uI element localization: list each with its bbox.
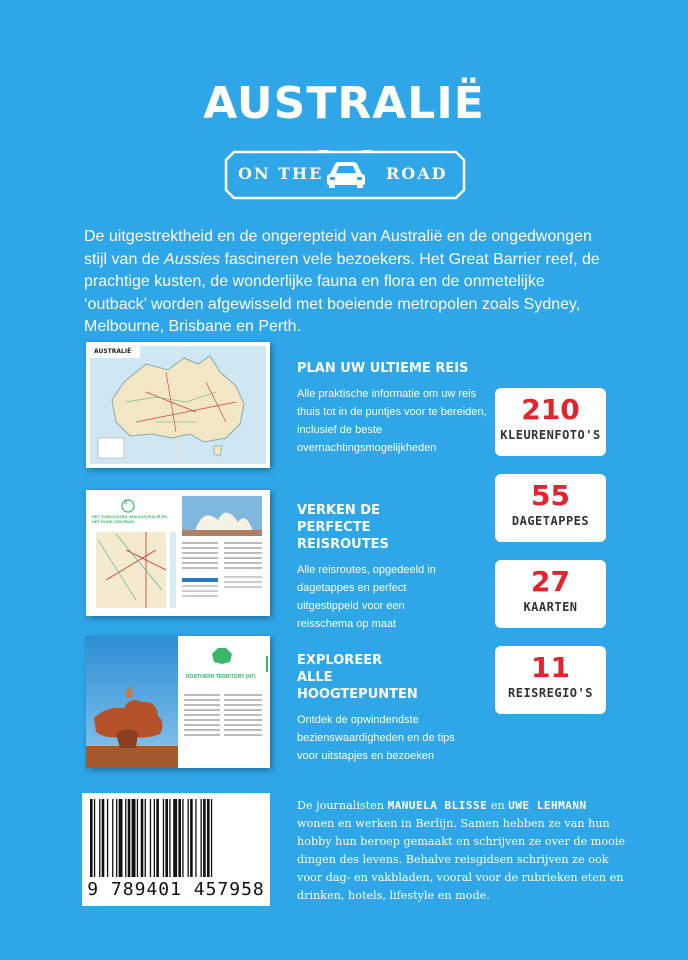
author-name-2: UWE LEHMANN <box>508 799 587 812</box>
feature-routes-text: Alle reisroutes, opgedeeld in dagetappes en perfect uitgestippeld voor een reisschema op maat <box>297 564 436 630</box>
feature-highlights <box>297 652 467 765</box>
stat-maps-value: 27 <box>531 565 570 598</box>
stat-regions-value: 11 <box>531 651 570 684</box>
book-title: AUSTRALIË <box>203 78 485 129</box>
feature-plan-title: PLAN UW ULTIEME REIS <box>297 361 469 376</box>
stat-regions <box>495 646 606 714</box>
intro-text-1: De uitgestrektheid en de ongerepteid van Australië en de ongedwongen stijl van de <box>84 228 592 268</box>
stat-photos <box>495 388 606 456</box>
intro-text-2: fascineren vele bezoekers. Het Great Barrier reef, de prachtige kusten, de wonderlijke fauna en flora en de onmetelijke ‘outback’ worden afgewisseld met boeiende metropolen zoals Sydney, Melbourne, Brisbane en Perth. <box>84 250 600 335</box>
feature-plan <box>297 360 487 457</box>
stat-stages <box>495 474 606 542</box>
on-the-road-badge <box>224 150 466 200</box>
badge-left-text: ON THE <box>238 164 324 183</box>
intro-emphasis: Aussies <box>164 250 221 268</box>
route-title: HET ZUIDOOSTEN VAN AUSTRALIË EN HET RODE CENTRUM <box>92 514 168 524</box>
feature-routes-title: VERKEN DE PERFECTE REISROUTES <box>297 503 389 552</box>
car-icon <box>324 158 368 193</box>
isbn-barcode <box>82 793 270 906</box>
region-title: NORTHERN TERRITORY (NT) <box>186 674 256 680</box>
badge-right-text: ROAD <box>386 164 448 183</box>
author-bio <box>297 797 627 905</box>
feature-highlights-title: EXPLOREER ALLE HOOGTEPUNTEN <box>297 653 418 702</box>
region-spread-image <box>86 636 270 768</box>
stat-maps <box>495 560 606 628</box>
map-spread-image <box>86 342 270 468</box>
stat-stages-value: 55 <box>531 479 570 512</box>
intro-paragraph <box>84 226 604 339</box>
route-number: 3 <box>124 500 128 506</box>
author-name-1: MANUELA BLISSE <box>387 799 488 812</box>
barcode-bars <box>88 799 264 877</box>
author-text-post: wonen en werken in Berlijn. Samen hebben ze van hun hobby hun beroep gemaakt en schrijven ze over de mooie dingen des levens. Behalve reisgidsen schrijven ze ook voor dag- en vakbladen, vooral voor de rubrieken eten en drinken, hotels, lifestyle en mode. <box>297 817 626 902</box>
stat-regions-label: REISREGIO'S <box>508 686 593 700</box>
isbn-number: 9 789401 457958 <box>87 879 265 900</box>
stat-photos-value: 210 <box>521 393 580 426</box>
route-spread-image <box>86 490 270 616</box>
author-text-pre: De journalisten <box>297 799 388 812</box>
stat-stages-label: DAGETAPPES <box>511 514 590 528</box>
feature-highlights-text: Ontdek de opwindendste bezienswaardigheden en de tips voor uitstapjes en bezoeken <box>297 714 455 762</box>
stat-photos-label: KLEURENFOTO'S <box>500 428 601 442</box>
author-text-mid: en <box>487 799 509 812</box>
map-title: AUSTRALIË <box>94 348 132 355</box>
stat-maps-label: KAARTEN <box>523 600 578 614</box>
feature-routes <box>297 502 457 633</box>
feature-plan-text: Alle praktische informatie om uw reis thuis tot in de puntjes voor te bereiden, inclusief de beste overnachtingsmogelijkheden <box>297 388 487 454</box>
